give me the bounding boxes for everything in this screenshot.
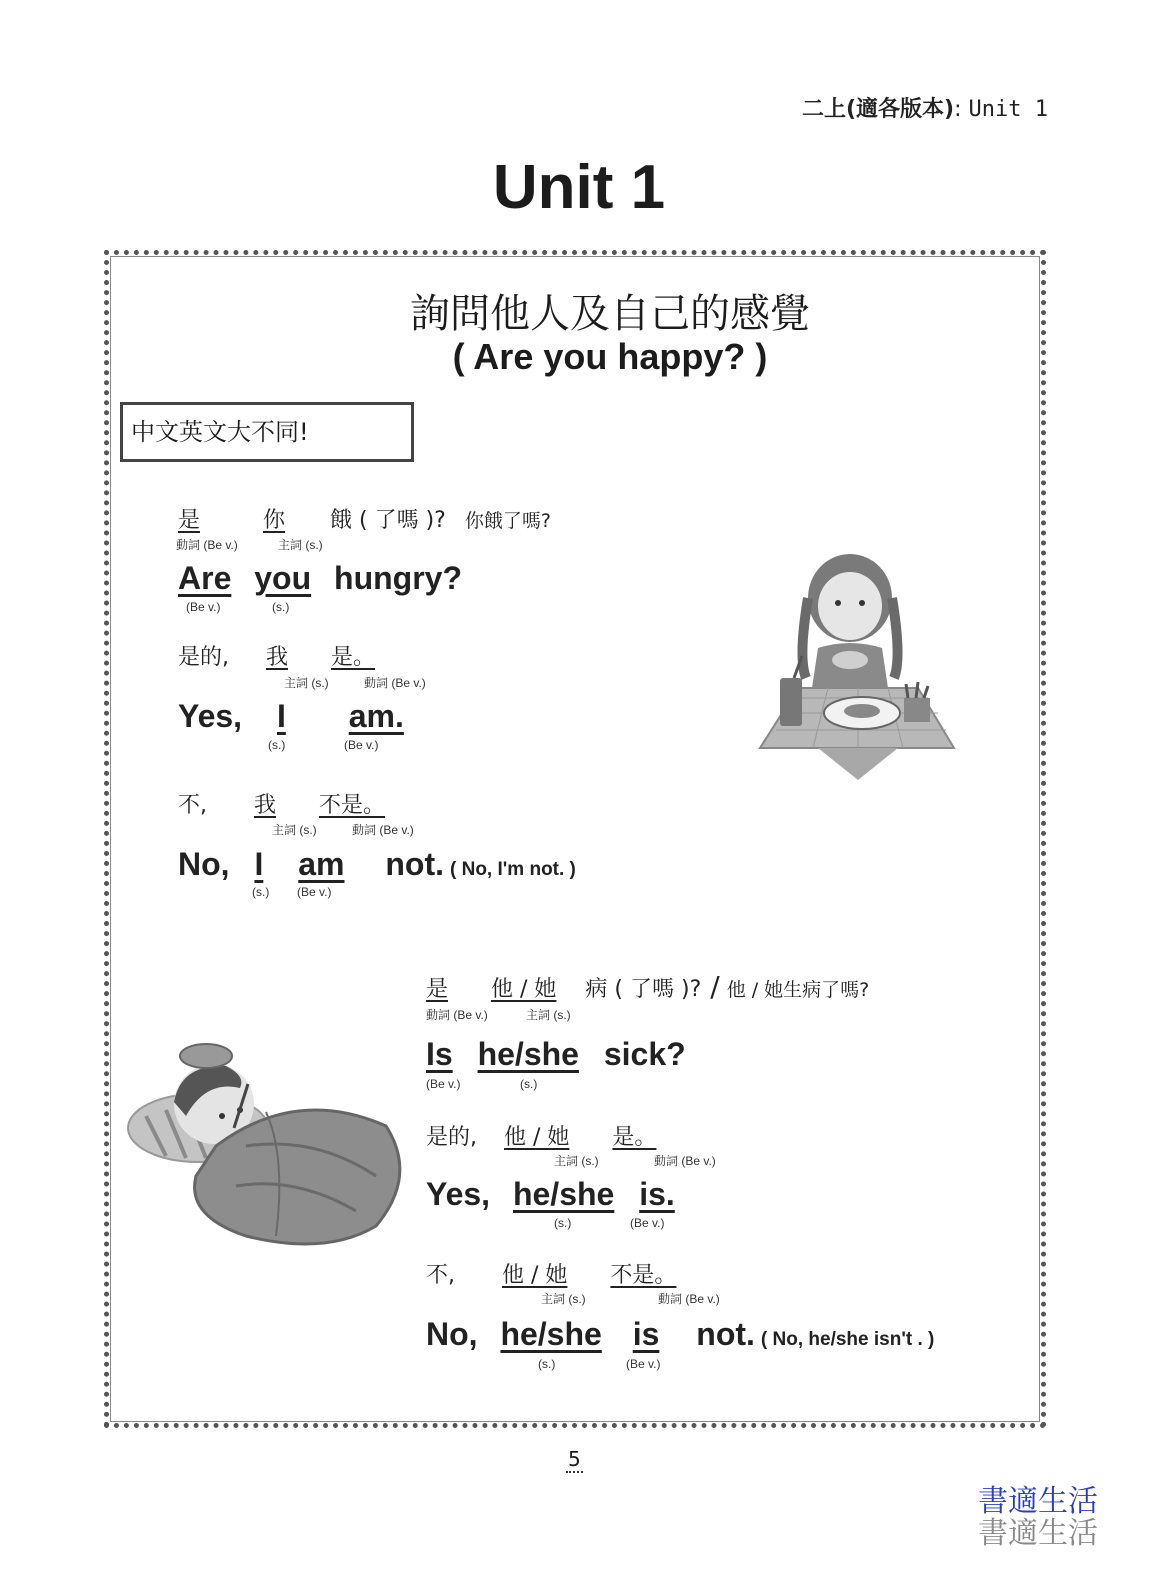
s1-no-subject: 我	[254, 793, 277, 818]
s1-q-rest: 餓 ( 了嗎 )?	[330, 508, 446, 533]
watermark-stamp-shadow: 書適生活	[978, 1516, 1098, 1551]
header-separator: :	[954, 97, 962, 122]
s2-q-translation: 他 / 她生病了嗎?	[726, 979, 870, 1001]
s2-no-be: 不是。	[610, 1263, 677, 1288]
s1-no-en	[178, 846, 576, 883]
s1-no-en-contraction: ( No, I'm not. )	[450, 859, 576, 880]
s1-yes-sub-1: 主詞 (s.)	[284, 676, 329, 690]
running-header	[802, 92, 1048, 123]
s1-no-cn	[178, 788, 385, 819]
header-unit: Unit 1	[968, 97, 1048, 122]
s1-q-subject: 你	[263, 508, 286, 533]
watermark-stamp: 書適生活	[978, 1484, 1098, 1519]
unit-title: Unit 1	[492, 153, 666, 222]
lesson-title-en: ( Are you happy? )	[452, 336, 768, 377]
s1-no-en-sub-1: (s.)	[252, 885, 270, 899]
s2-q-sub-1: 動詞 (Be v.)	[426, 1008, 488, 1022]
lesson-title-cn: 詢問他人及自己的感覺	[410, 291, 810, 337]
s2-yes-be: 是。	[612, 1125, 657, 1150]
s1-q-be: 是	[178, 508, 201, 533]
s2-no-subject: 他 / 她	[502, 1263, 568, 1288]
s1-no-en-be: am	[298, 846, 345, 882]
s1-no-en-not: not.	[385, 846, 444, 882]
s2-q-sub-2: 主詞 (s.)	[526, 1008, 571, 1022]
page-number: 5	[568, 1447, 581, 1471]
girl-eating-illustration	[758, 548, 958, 784]
s2-no-sub-1: 主詞 (s.)	[541, 1292, 586, 1306]
s2-yes-en-be: is.	[639, 1176, 675, 1212]
s2-en-sub-2: (s.)	[520, 1077, 538, 1091]
s1-question-cn	[178, 503, 551, 534]
s1-en-rest: hungry?	[334, 560, 463, 596]
s2-yes-en-word: Yes,	[426, 1176, 491, 1212]
s1-yes-en-word: Yes,	[178, 698, 243, 734]
s2-question-en	[426, 1036, 686, 1073]
s2-q-subject: 他 / 她	[491, 977, 557, 1002]
s1-yes-sub-2: 動詞 (Be v.)	[364, 676, 426, 690]
s1-question-en	[178, 560, 462, 597]
s2-yes-word: 是的,	[426, 1125, 477, 1150]
s2-no-en-contraction: ( No, he/she isn't . )	[760, 1329, 935, 1350]
notice-box: 中文英文大不同!	[120, 402, 414, 462]
s2-no-en-sub-2: (Be v.)	[626, 1357, 661, 1371]
s2-en-sub-1: (Be v.)	[426, 1077, 461, 1091]
s2-yes-en	[426, 1176, 675, 1213]
s2-q-slash: /	[710, 970, 720, 1003]
s1-no-be: 不是。	[319, 793, 386, 818]
s2-yes-en-sub-1: (s.)	[554, 1216, 572, 1230]
s2-yes-subject: 他 / 她	[504, 1125, 570, 1150]
s2-no-word: 不,	[426, 1263, 455, 1288]
s2-yes-en-subject: he/she	[512, 1176, 615, 1212]
s2-en-rest: sick?	[603, 1036, 686, 1072]
s1-no-sub-2: 動詞 (Be v.)	[352, 823, 414, 837]
s1-no-en-subject: I	[254, 846, 264, 882]
s2-yes-cn	[426, 1120, 656, 1151]
grade-label: 二上(適各版本)	[801, 97, 955, 122]
s1-yes-en	[178, 698, 404, 735]
s1-yes-subject: 我	[266, 645, 289, 670]
s1-yes-en-sub-2: (Be v.)	[344, 738, 379, 752]
s1-yes-en-be: am.	[348, 698, 404, 734]
s1-yes-en-subject: I	[276, 698, 286, 734]
s1-q-sub-1: 動詞 (Be v.)	[176, 538, 238, 552]
s2-question-cn	[426, 970, 869, 1003]
s1-en-sub-2: (s.)	[272, 600, 290, 614]
s2-no-en	[426, 1316, 934, 1353]
s2-yes-en-sub-2: (Be v.)	[630, 1216, 665, 1230]
s2-en-be: Is	[426, 1036, 453, 1072]
s1-yes-word: 是的,	[178, 645, 229, 670]
s1-no-sub-1: 主詞 (s.)	[272, 823, 317, 837]
s1-yes-be: 是。	[331, 645, 376, 670]
s1-q-sub-2: 主詞 (s.)	[278, 538, 323, 552]
s2-q-rest: 病 ( 了嗎 )?	[585, 977, 702, 1002]
s2-no-cn	[426, 1258, 676, 1289]
s1-yes-cn	[178, 640, 375, 671]
s2-no-en-not: not.	[696, 1316, 755, 1352]
s1-no-en-word: No,	[178, 846, 230, 882]
s1-q-translation: 你餓了嗎?	[464, 510, 551, 532]
s1-en-subject: you	[254, 560, 312, 596]
s2-no-en-sub-1: (s.)	[538, 1357, 556, 1371]
s2-yes-sub-2: 動詞 (Be v.)	[654, 1154, 716, 1168]
s1-yes-en-sub-1: (s.)	[268, 738, 286, 752]
s2-yes-sub-1: 主詞 (s.)	[554, 1154, 599, 1168]
sick-boy-illustration	[126, 1036, 416, 1256]
s2-no-sub-2: 動詞 (Be v.)	[658, 1292, 720, 1306]
s2-no-en-word: No,	[426, 1316, 478, 1352]
s1-no-en-sub-2: (Be v.)	[297, 885, 332, 899]
s2-q-be: 是	[426, 977, 449, 1002]
s1-en-be: Are	[178, 560, 232, 596]
s1-en-sub-1: (Be v.)	[186, 600, 221, 614]
s2-no-en-be: is	[632, 1316, 660, 1352]
s2-en-subject: he/she	[477, 1036, 579, 1072]
s1-no-word: 不,	[178, 793, 207, 818]
s2-no-en-subject: he/she	[500, 1316, 602, 1352]
